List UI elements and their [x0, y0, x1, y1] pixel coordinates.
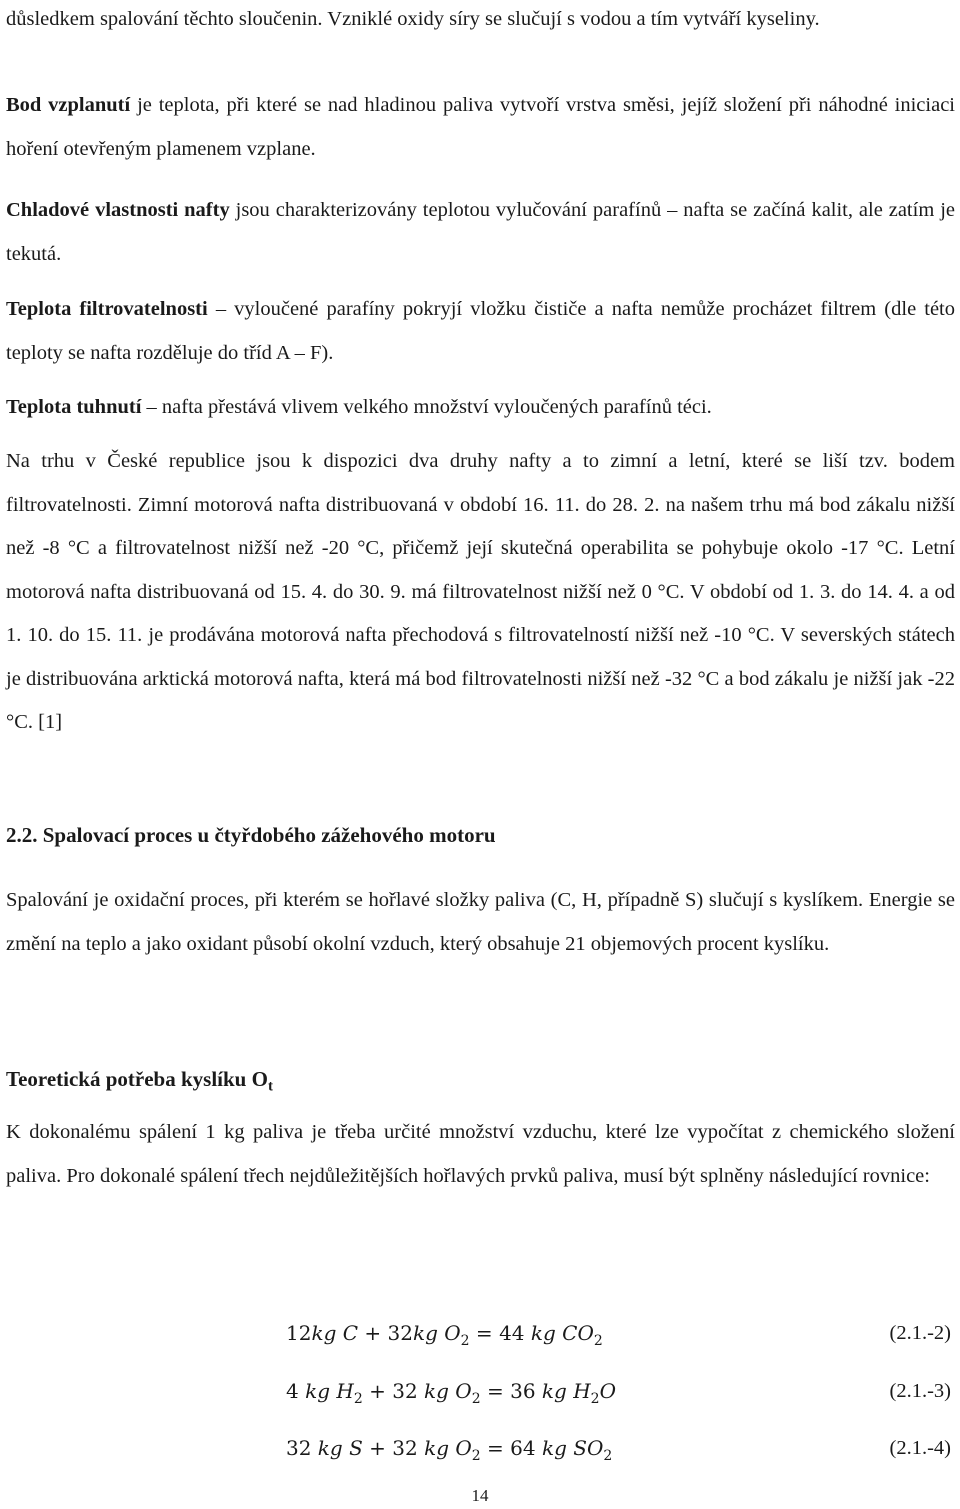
paragraph-nafta-trh-cr: Na trhu v České republice jsou k dispozici dva druhy nafty a to zimní a letní, které se liší tzv. bodem filtrovatelnosti. Zimní motorová nafta distribuovaná v období 16. 11. do 28. 2. na našem trhu má bod zákalu nižší než -8 °C a filtrovatelnost nižší než -20 °C, přičemž její skutečná operabilita se pohybuje okolo -17 °C. Letní motorová nafta distribuovaná od 15. 4. do 30. 9. má filtrovatelnost nižší než 0 °C. V období od 1. 3. do 14. 4. a od 1. 10. do 15. 11. je prodávána motorová nafta přechodová s filtrovatelností nižší než -10 °C. V severských státech je distribuována arktická motorová nafta, která má bod filtrovatelnosti nižší než -32 °C a bod zákalu je nižší jak -22 °C. [1]: [6, 450, 955, 733]
term-chladove-vlastnosti: Chladové vlastnosti nafty: [6, 199, 230, 221]
text-bod-vzplanuti: je teplota, při které se nad hladinou paliva vytvoří vrstva směsi, jejíž složení při náhodné iniciaci hoření otevřeným plamenem vzplane.: [6, 94, 955, 160]
paragraph-teplota-tuhnuti: [6, 386, 955, 430]
paragraph-chladove-vlastnosti: [6, 189, 955, 276]
text-teplota-tuhnuti: – nafta přestává vlivem velkého množství vyloučených parafínů téci.: [141, 396, 712, 418]
equation-hydrogen: 4 kg $H_2 + 32$ kg $O_2 = 36$ kg $H_2O$: [286, 1379, 616, 1407]
text-chladove-vlastnosti: jsou charakterizovány teplotou vylučování parafínů – nafta se začíná kalit, ale zatím je tekutá.: [6, 199, 955, 265]
subheading-potreba-kysliku: [6, 1064, 273, 1102]
equation-number-2: (2.1.-3): [889, 1380, 951, 1402]
term-teplota-filtrovatelnosti: Teplota filtrovatelnosti: [6, 298, 208, 320]
page-number: 14: [471, 1486, 489, 1505]
subheading-index: t: [267, 1078, 273, 1095]
equation-number-1: (2.1.-2): [889, 1322, 951, 1344]
term-bod-vzplanuti: Bod vzplanutí: [6, 94, 131, 116]
section-heading: 2.2. Spalovací proces u čtyřdobého zážehového motoru: [6, 823, 496, 847]
paragraph-oxidy-siry: důsledkem spalování těchto sloučenin. Vzniklé oxidy síry se slučují s vodou a tím vytváří kyseliny.: [6, 8, 820, 30]
term-teplota-tuhnuti: Teplota tuhnutí: [6, 396, 142, 418]
paragraph-spalovani: Spalování je oxidační proces, při kterém se hořlavé složky paliva (C, H, případně S) slučují s kyslíkem. Energie se změní na teplo a jako oxidant působí okolní vzduch, který obsahuje 21 objemových procent kyslíku.: [6, 889, 955, 955]
equation-carbon: 12kg C + 32kg $O_2 = 44$ kg $CO_2$: [286, 1321, 603, 1349]
text-teplota-filtrovatelnosti: – vyloučené parafíny pokryjí vložku čističe a nafta nemůže procházet filtrem (dle této teploty se nafta rozděluje do tříd A – F).: [6, 298, 956, 364]
equation-number-3: (2.1.-4): [889, 1437, 951, 1459]
subheading-text: Teoretická potřeba kyslíku O: [6, 1067, 268, 1091]
paragraph-teplota-filtrovatelnosti: [6, 288, 955, 375]
paragraph-bod-vzplanuti: [6, 84, 955, 171]
paragraph-dokonale-spaleni: K dokonalému spálení 1 kg paliva je třeba určité množství vzduchu, které lze vypočítat z chemického složení paliva. Pro dokonalé spálení třech nejdůležitějších hořlavých prvků paliva, musí být splněny následující rovnice:: [6, 1121, 955, 1187]
equation-sulfur: 32 kg S + 32 kg $O_2 = 64$ kg $SO_2$: [286, 1436, 613, 1464]
